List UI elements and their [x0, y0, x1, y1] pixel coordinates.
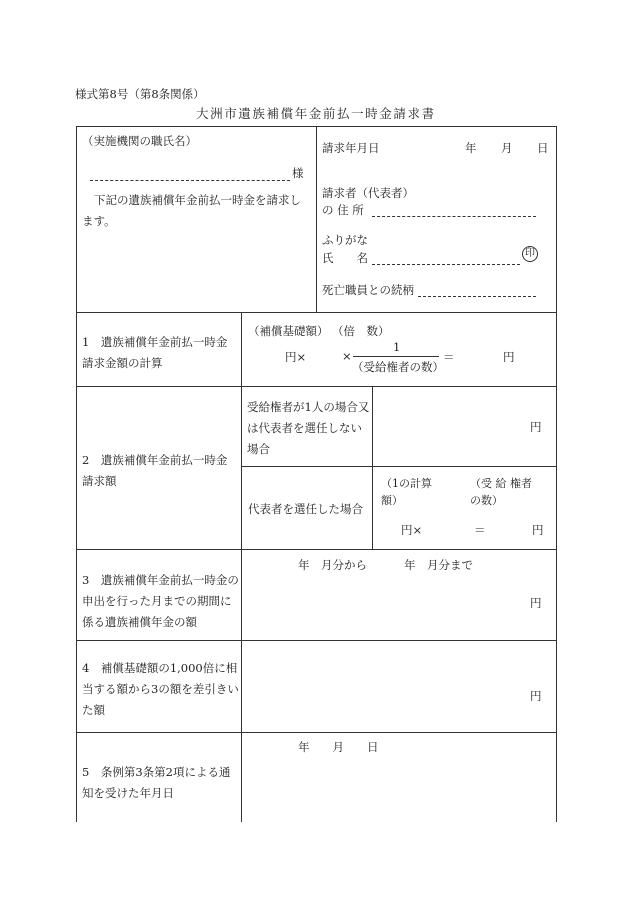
fraction-denominator: （受給権者の数） — [352, 360, 444, 374]
case2-label: 代表者を選任した場合 — [248, 502, 363, 516]
row2-yen-times: 円× — [401, 523, 423, 537]
seal-icon: 印 — [522, 246, 538, 262]
row2-label: 2 遺族補償年金前払一時金請求額 — [82, 453, 228, 488]
row3-yen: 円 — [530, 596, 542, 610]
row2-equals: ＝ — [474, 523, 486, 537]
request-text: 下記の遺族補償年金前払一時金を請求します。 — [82, 193, 301, 228]
form-number: 様式第8号（第8条関係） — [75, 87, 205, 101]
request-date-label: 請求年月日 — [322, 141, 380, 155]
address-field[interactable] — [372, 216, 536, 217]
row4-yen: 円 — [530, 689, 542, 703]
multiplier-label: （倍 数） — [332, 324, 390, 338]
day-label: 日 — [537, 141, 549, 155]
holders-count-label: （受 給 権者の数） — [470, 477, 532, 507]
row1-label: 1 遺族補償年金前払一時金請求金額の計算 — [82, 335, 228, 370]
period-from: 年 月分から — [298, 558, 367, 572]
name-label: 氏 名 — [322, 251, 368, 265]
furigana-label: ふりがな — [322, 233, 368, 247]
relation-field[interactable] — [418, 296, 536, 297]
fraction-bar — [353, 356, 439, 357]
row1-times: × — [342, 349, 352, 363]
name-field[interactable] — [372, 264, 520, 265]
calc1-label: （1の計算額） — [381, 477, 432, 507]
row2-yen: 円 — [532, 523, 544, 537]
row1-equals: ＝ — [443, 350, 455, 364]
claimant-label: 請求者（代表者） — [322, 186, 414, 200]
agency-label: （実施機関の職氏名） — [82, 134, 197, 148]
base-amount-label: （補償基礎額） — [248, 324, 329, 338]
address-label: の 住 所 — [322, 203, 364, 217]
row1-yen: 円 — [503, 350, 515, 364]
sama-label: 様 — [292, 166, 304, 180]
case1-yen: 円 — [530, 420, 542, 434]
agency-name-field[interactable] — [90, 180, 290, 181]
fraction-numerator: 1 — [393, 340, 401, 354]
relation-label: 死亡職員との続柄 — [322, 283, 414, 297]
form-title: 大洲市遺族補償年金前払一時金請求書 — [196, 106, 436, 121]
row1-yen-times: 円× — [285, 350, 307, 364]
case1-label: 受給権者が1人の場合又は代表者を選任しない場合 — [247, 400, 370, 456]
period-to: 年 月分まで — [404, 558, 473, 572]
row3-label: 3 遺族補償年金前払一時金の申出を行った月までの期間に係る遺族補償年金の額 — [82, 573, 239, 629]
notice-date: 年 月 日 — [298, 740, 379, 754]
row5-label: 5 条例第3条第2項による通知を受けた年月日 — [82, 765, 231, 800]
month-label: 月 — [501, 141, 513, 155]
year-label: 年 — [465, 141, 477, 155]
row4-label: 4 補償基礎額の1,000倍に相当する額から3の額を差引きいた額 — [82, 661, 239, 717]
